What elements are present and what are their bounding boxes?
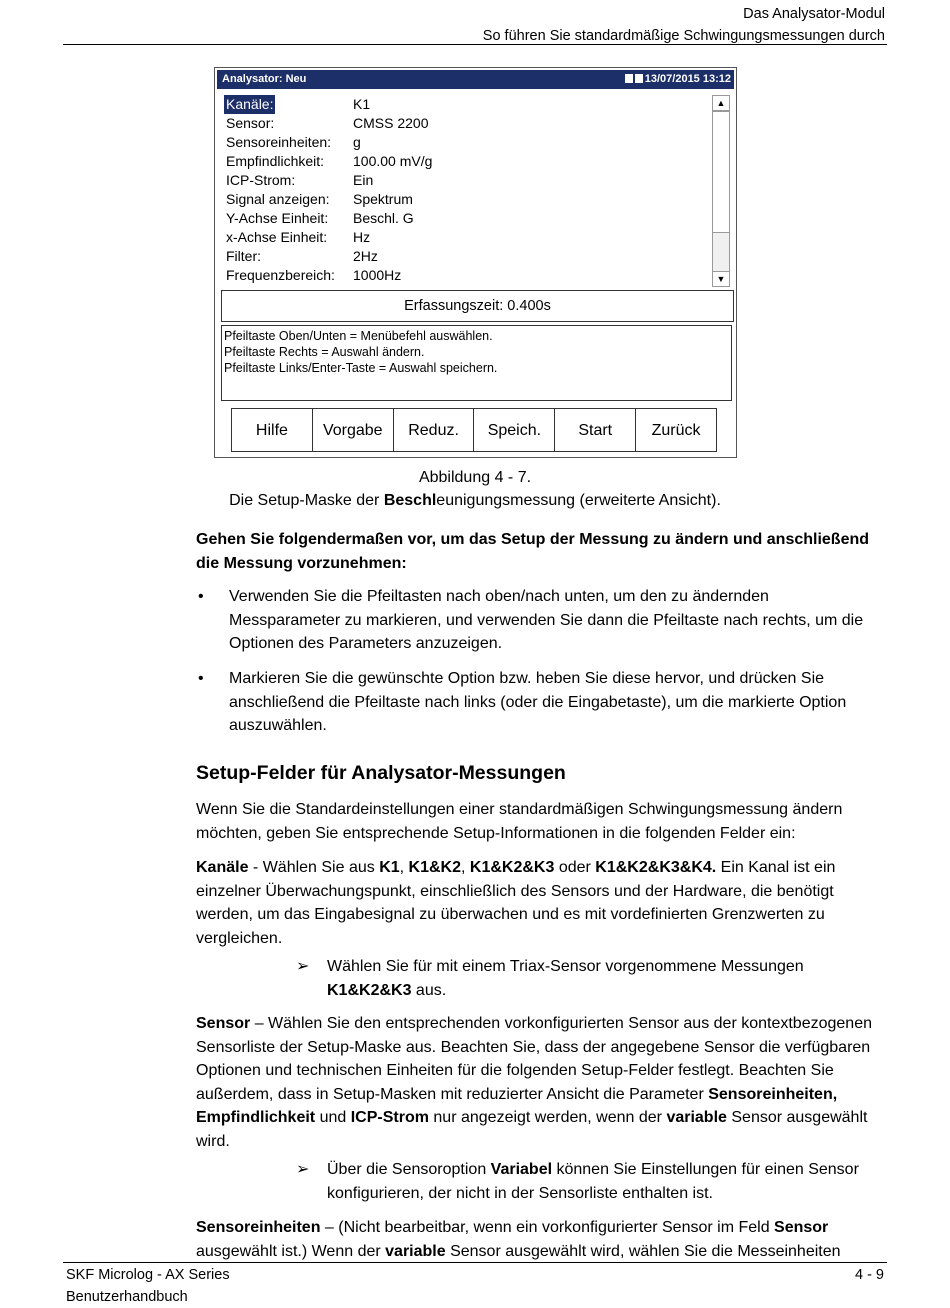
help-line: Pfeiltaste Oben/Unten = Menübefehl auswählen. [224, 329, 493, 343]
footer-title [66, 1264, 230, 1308]
field-text: und [315, 1109, 351, 1126]
note-bold: Variabel [490, 1161, 553, 1178]
analyzer-setup-screen [214, 67, 737, 458]
field-text: oder [554, 859, 596, 876]
option-bold: K1&K2&K3&K4. [595, 859, 717, 876]
option-bold: K1&K2 [408, 859, 462, 876]
bullet-icon: • [198, 670, 204, 687]
field-text: Sensor ausgewählt wird, wählen Sie die Messeinheiten [445, 1242, 841, 1260]
screen-datetime: 13/07/2015 13:12 [644, 73, 731, 85]
scroll-down-icon[interactable]: ▼ [713, 271, 729, 286]
param-label: Signal anzeigen: [226, 191, 330, 207]
scroll-up-icon[interactable]: ▲ [713, 96, 729, 111]
page-header [483, 3, 885, 47]
field-text: – (Nicht bearbeitbar, wenn ein vorkonfigurierter Sensor im Feld [320, 1219, 775, 1236]
screen-title-bar [217, 70, 734, 89]
param-label: Kanäle: [226, 96, 274, 112]
field-term: Sensor [196, 1015, 251, 1032]
list-item-text: Verwenden Sie die Pfeiltasten nach oben/nach unten, um den zu ändernden Messparameter zu markieren, und verwenden Sie dann die Pfeiltaste nach rechts, um die Optionen des Parameters anzuzeigen. [229, 588, 864, 652]
field-kanaele [196, 856, 886, 950]
help-line: Pfeiltaste Rechts = Auswahl ändern. [224, 345, 425, 359]
help-button[interactable]: Hilfe [231, 408, 313, 452]
param-label: x-Achse Einheit: [226, 229, 328, 245]
arrow-bullet-icon: ➢ [296, 1161, 310, 1178]
param-value: 1000Hz [353, 267, 402, 283]
param-value: 100.00 mV/g [353, 153, 433, 169]
scroll-thumb[interactable] [713, 111, 729, 233]
back-button[interactable]: Zurück [635, 408, 717, 452]
param-label: Filter: [226, 248, 261, 264]
caption-bold: Beschl [383, 492, 437, 509]
param-value: Spektrum [353, 191, 413, 207]
screen-title: Analysator: Neu [222, 73, 307, 85]
note-text [327, 955, 867, 1002]
page-number: 4 - 9 [854, 1267, 884, 1283]
option-bold: K1&K2&K3 [469, 859, 555, 876]
param-value: Hz [353, 229, 371, 245]
param-label: Empfindlichkeit: [226, 153, 325, 169]
help-line: Pfeiltaste Links/Enter-Taste = Auswahl speichern. [224, 361, 498, 375]
note-text-part: können Sie Einstellungen für einen Sensor konfigurieren, der nicht in der Sensorliste enthalten ist. [327, 1161, 859, 1202]
param-value: K1 [353, 96, 371, 112]
bullet-icon: • [198, 588, 204, 605]
param-value: CMSS 2200 [353, 115, 429, 131]
list-item-text: Markieren Sie die gewünschte Option bzw. heben Sie diese hervor, und drücken Sie anschließend die Pfeiltaste nach links (oder die Eingabetaste), um die markierte Option auszuwählen. [229, 670, 847, 734]
arrow-bullet-icon: ➢ [296, 958, 310, 975]
default-button[interactable]: Vorgabe [312, 408, 394, 452]
param-label: Frequenzbereich: [226, 267, 335, 283]
parameter-list [223, 95, 707, 288]
header-section: So führen Sie standardmäßige Schwingungsmessungen durch [482, 28, 885, 44]
figure-caption [0, 489, 950, 512]
field-text: , [461, 859, 470, 876]
field-text: Sensor ausgewählt wird. [196, 1109, 868, 1150]
note-text-part: aus. [411, 981, 447, 999]
field-bold: Sensor [774, 1219, 829, 1236]
caption-text: Die Setup-Maske der [229, 492, 384, 509]
field-sensoreinheiten [196, 1216, 886, 1263]
field-term: Sensoreinheiten [196, 1219, 321, 1236]
field-text: ausgewählt ist.) Wenn der [196, 1242, 386, 1260]
acquisition-time: Erfassungszeit: 0.400s [221, 290, 734, 322]
field-bold: variable [666, 1109, 727, 1126]
field-text: , [399, 859, 409, 876]
param-value: Ein [353, 172, 374, 188]
field-sensor [196, 1012, 886, 1153]
footer-rule [63, 1262, 887, 1263]
header-chapter: Das Analysator-Modul [743, 6, 885, 22]
field-bold: Sensoreinheiten, Empfindlichkeit [196, 1085, 838, 1126]
footer-doc-type: Benutzerhandbuch [66, 1289, 188, 1305]
note-text-part: Über die Sensoroption [327, 1161, 491, 1178]
param-value: Beschl. G [353, 210, 414, 226]
param-label: Sensor: [226, 115, 275, 131]
param-label: ICP-Strom: [226, 172, 296, 188]
figure-number: Abbildung 4 - 7. [418, 469, 532, 486]
function-key-bar [231, 408, 717, 452]
save-button[interactable]: Speich. [473, 408, 555, 452]
param-value: g [353, 134, 361, 150]
field-text: - Wählen Sie aus [248, 859, 380, 876]
help-text-box [221, 325, 732, 401]
option-bold: K1 [379, 859, 400, 876]
field-text: nur angezeigt werden, wenn der [428, 1109, 667, 1126]
status-area [625, 70, 731, 89]
caption-text: eunigungsmessung (erweiterte Ansicht). [436, 492, 721, 509]
parameter-scrollbar[interactable] [712, 95, 730, 287]
param-label: Y-Achse Einheit: [226, 210, 329, 226]
note-text [327, 1158, 867, 1205]
field-text: Ein Kanal ist ein einzelner Überwachungspunkt, einschließlich des Sensors und der Hardware, die benötigt werden, um das Eingabesignal zu überwachen und es mit vordefinierten Grenzwerten zu vergleichen. [196, 859, 836, 947]
procedure-intro: Gehen Sie folgendermaßen vor, um das Setup der Messung zu ändern und anschließend die Messung vorzunehmen: [196, 531, 870, 572]
footer-product: SKF Microlog - AX Series [66, 1267, 230, 1283]
param-label: Sensoreinheiten: [226, 134, 332, 150]
start-button[interactable]: Start [554, 408, 636, 452]
section-heading: Setup-Felder für Analysator-Messungen [196, 762, 566, 784]
section-intro: Wenn Sie die Standardeinstellungen einer standardmäßigen Schwingungsmessung ändern möchten, geben Sie entsprechende Setup-Informationen in die folgenden Felder ein: [196, 801, 843, 842]
field-bold: ICP-Strom [350, 1109, 429, 1126]
memory-card-icon [625, 74, 633, 83]
field-bold: variable [385, 1242, 446, 1260]
battery-icon [635, 74, 643, 83]
param-value: 2Hz [353, 248, 378, 264]
note-text-part: Wählen Sie für mit einem Triax-Sensor vorgenommene Messungen [327, 958, 804, 975]
note-bold: K1&K2&K3 [327, 981, 412, 999]
field-term: Kanäle [196, 859, 249, 876]
header-rule [63, 44, 887, 45]
field-text: – Wählen Sie den entsprechenden vorkonfigurierten Sensor aus der kontextbezogenen Sensorliste der Setup-Maske aus. Beachten Sie, dass der angegebene Sensor die verfügbaren Optionen und technischen Einheiten für die folgenden Setup-Felder festlegt. Beachten Sie außerdem, dass in Setup-Masken mit reduzierter Ansicht die Parameter [196, 1015, 872, 1103]
reduce-button[interactable]: Reduz. [393, 408, 475, 452]
